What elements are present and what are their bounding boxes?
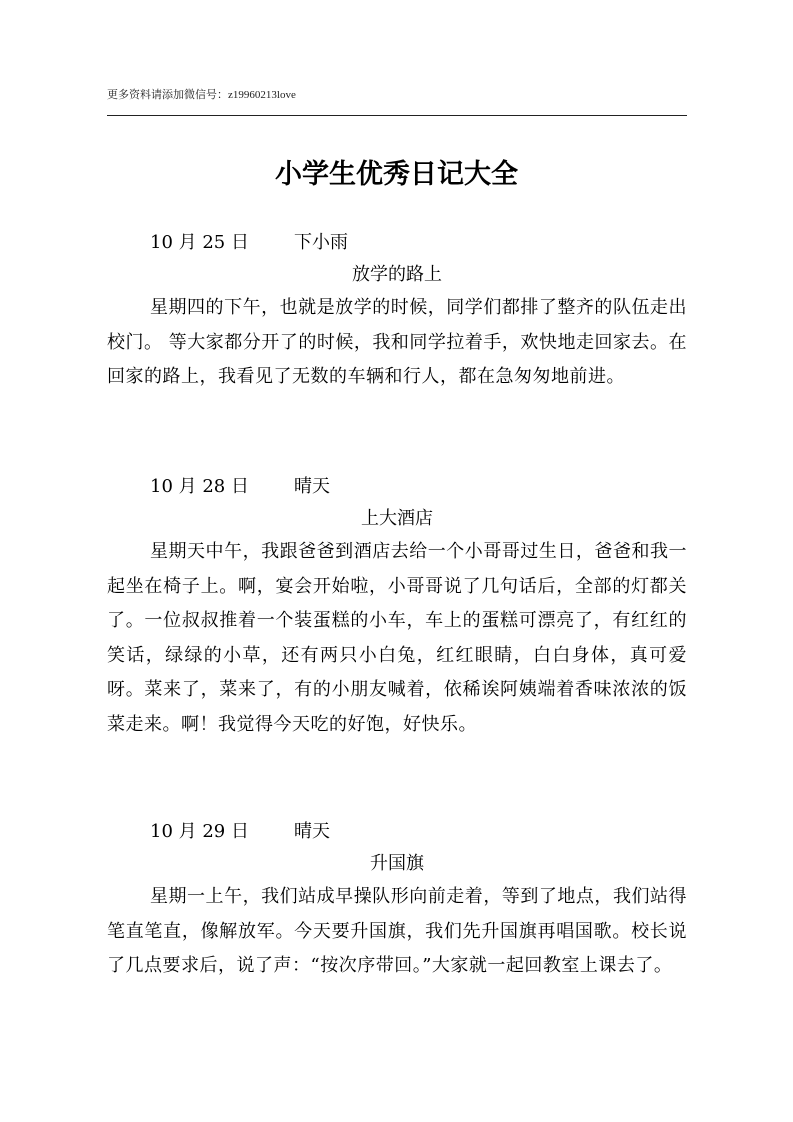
entry-body: 星期天中午，我跟爸爸到酒店去给一个小哥哥过生日，爸爸和我一起坐在椅子上。啊，宴会开始啦，小哥哥说了几句话后，全部的灯都关了。一位叔叔推着一个装蛋糕的小车，车上的蛋糕可漂亮了，有红红的笑话，绿绿的小草，还有两只小白兔，红红眼睛，白白身体，真可爱呀。菜来了，菜来了，有的小朋友喊着，依稀诶阿姨端着香味浓浓的饭菜走来。啊！我觉得今天吃的好饱，好快乐。 bbox=[107, 541, 687, 735]
entry-date: 10 月 25 日 bbox=[150, 232, 249, 253]
entry-title: 升国旗 bbox=[370, 853, 424, 874]
entry-date-line bbox=[107, 817, 687, 847]
page-title: 小学生优秀日记大全 bbox=[275, 159, 518, 190]
entry-weather: 晴天 bbox=[293, 476, 330, 497]
entry-body: 星期一上午，我们站成早操队形向前走着，等到了地点，我们站得笔直笔直，像解放军。今天要升国旗，我们先升国旗再唱国歌。校长说了几点要求后，说了声：“按次序带回。”大家就一起回教室上课去了。 bbox=[107, 886, 687, 977]
entry-date: 10 月 29 日 bbox=[150, 821, 249, 842]
diary-entry bbox=[107, 228, 687, 395]
entry-date-line bbox=[107, 472, 687, 502]
entry-title: 放学的路上 bbox=[352, 264, 442, 285]
entry-title: 上大酒店 bbox=[361, 508, 433, 529]
entry-body: 星期四的下午，也就是放学的时候，同学们都排了整齐的队伍走出校门。 等大家都分开了的时候，我和同学拉着手，欢快地走回家去。在回家的路上，我看见了无数的车辆和行人，都在急匆匆地前进。 bbox=[107, 297, 687, 388]
header-note: 更多资料请添加微信号：z19960213love bbox=[107, 89, 296, 101]
entry-weather: 下小雨 bbox=[293, 232, 348, 253]
entry-date: 10 月 28 日 bbox=[150, 476, 249, 497]
header-divider bbox=[107, 115, 687, 116]
diary-entry bbox=[107, 472, 687, 743]
diary-entry bbox=[107, 817, 687, 984]
entry-weather: 晴天 bbox=[293, 821, 330, 842]
entry-date-line bbox=[107, 228, 687, 258]
